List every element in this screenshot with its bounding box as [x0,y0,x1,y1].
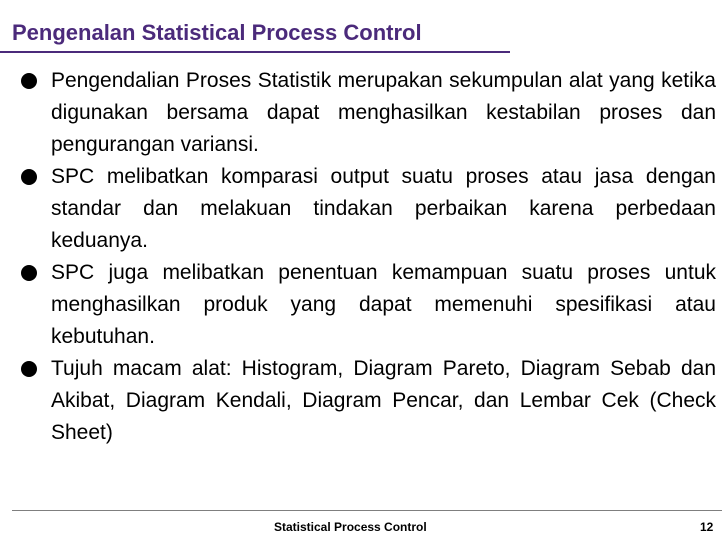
footer-divider [12,510,722,511]
bullet-text: Pengendalian Proses Statistik merupakan sekumpulan alat yang ketika digunakan bersama dapat menghasilkan kestabilan proses dan pengurangan variansi. [51,69,716,156]
bullet-dot-icon [21,265,37,281]
bullet-item [21,353,716,449]
footer-text: Statistical Process Control [274,520,427,534]
bullet-text: SPC melibatkan komparasi output suatu proses atau jasa dengan standar dan melakuan tindakan perbaikan karena perbedaan keduanya. [51,165,716,252]
bullet-item [21,257,716,353]
bullet-dot-icon [21,361,37,377]
title-underline [0,51,510,53]
bullet-text: SPC juga melibatkan penentuan kemampuan suatu proses untuk menghasilkan produk yang dapat memenuhi spesifikasi atau kebutuhan. [51,261,716,348]
bullet-item [21,65,716,161]
bullet-item [21,161,716,257]
bullet-text: Tujuh macam alat: Histogram, Diagram Pareto, Diagram Sebab dan Akibat, Diagram Kendali, Diagram Pencar, dan Lembar Cek (Check Sheet) [51,357,716,444]
page-number: 12 [700,520,714,534]
bullet-list [21,65,716,449]
slide-title: Pengenalan Statistical Process Control [12,20,422,45]
bullet-dot-icon [21,73,37,89]
bullet-dot-icon [21,169,37,185]
